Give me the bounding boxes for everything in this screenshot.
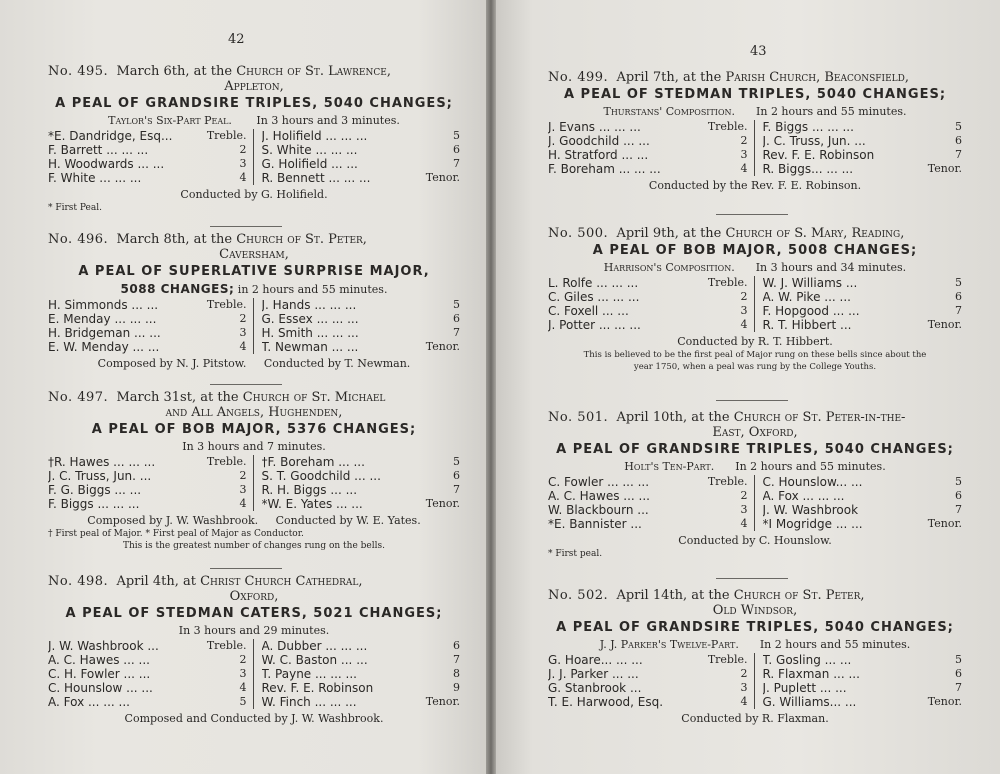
divider — [210, 226, 282, 227]
ringer-row — [763, 681, 963, 695]
bell-position: 9 — [453, 681, 460, 694]
ringer-row — [763, 475, 963, 489]
composed-conducted: Composed by N. J. Pitstow. Conducted by T. Newman. — [97, 357, 411, 370]
ringer-row — [48, 129, 247, 143]
ringer-name: H. Bridgeman ... ... — [48, 326, 161, 340]
entry-499 — [548, 70, 962, 192]
bell-position: 5 — [453, 455, 460, 468]
entry-501 — [548, 410, 962, 559]
ringer-row — [548, 667, 748, 681]
ringer-row — [763, 489, 963, 503]
ringer-row — [548, 290, 748, 304]
ringer-name: C. H. Fowler ... ... — [48, 667, 151, 681]
bell-position: 4 — [740, 162, 748, 175]
ringer-row — [48, 497, 247, 511]
ringer-row — [48, 681, 247, 695]
ringer-row — [763, 695, 963, 709]
ringer-name: †F. Boreham ... ... — [261, 455, 365, 469]
ringer-row — [763, 304, 963, 318]
divider — [716, 578, 788, 579]
ringer-column — [254, 298, 461, 354]
ringer-name: *W. E. Yates ... ... — [261, 497, 363, 511]
ringer-row — [548, 517, 748, 531]
ringer-name: J. Puplett ... ... — [762, 681, 847, 695]
ringer-row — [262, 639, 461, 653]
ringer-name: A. W. Pike ... ... — [762, 290, 851, 304]
ringer-row — [262, 483, 461, 497]
bell-position: 6 — [453, 312, 460, 325]
ringer-name: C. Foxell ... ... — [548, 304, 629, 318]
ringer-name: A. Dubber ... ... ... — [261, 639, 368, 653]
bell-position: Tenor. — [425, 497, 460, 510]
footnote: year 1750, when a peal was rung by the College Youths. — [633, 362, 877, 372]
bell-position: 3 — [740, 681, 748, 694]
ringer-row — [548, 318, 748, 332]
ringer-name: W. C. Baston ... ... — [261, 653, 368, 667]
bell-position: 8 — [453, 667, 460, 680]
ringer-name: †R. Hawes ... ... ... — [48, 455, 156, 469]
peal-title: A PEAL OF STEDMAN TRIPLES, 5040 CHANGES; — [563, 87, 947, 102]
entry-496 — [48, 232, 460, 370]
ringer-name: A. Fox ... ... ... — [762, 489, 845, 503]
entry-place: Caversham, — [219, 247, 289, 262]
ringer-row — [763, 318, 963, 332]
bell-position: Treble. — [707, 276, 748, 289]
bell-position: Tenor. — [425, 171, 460, 184]
ringer-name: T. Payne ... ... ... — [261, 667, 357, 681]
composition-line: J. J. Parker's Twelve-Part. In 2 hours and 55 minutes. — [599, 638, 911, 651]
ringer-row — [48, 667, 247, 681]
ringer-name: H. Stratford ... ... — [548, 148, 649, 162]
bell-position: Treble. — [206, 298, 247, 311]
ringer-name: *E. Dandridge, Esq... — [48, 129, 173, 143]
conducted-by: Conducted by R. Flaxman. — [681, 712, 829, 725]
ringer-name: J. W. Washbrook — [762, 503, 859, 517]
divider — [716, 214, 788, 215]
ringer-row — [548, 276, 748, 290]
ringer-name: G. Williams... ... — [762, 695, 857, 709]
ringer-column — [254, 639, 461, 709]
bell-position: 5 — [955, 276, 962, 289]
bell-position: Treble. — [707, 653, 748, 666]
entry-place: and All Angels, Hughenden, — [165, 405, 343, 420]
ringer-row — [763, 276, 963, 290]
ringer-name: S. White ... ... ... — [261, 143, 358, 157]
ringer-row — [262, 469, 461, 483]
footnote: This is believed to be the first peal of Major rung on these bells since about the — [583, 350, 927, 360]
ringer-row — [548, 489, 748, 503]
ringer-row — [548, 695, 748, 709]
ringer-row — [48, 298, 247, 312]
page-number: 43 — [750, 44, 767, 59]
composition-line: Harrison's Composition. In 3 hours and 34 minutes. — [603, 261, 907, 274]
bell-position: Treble. — [206, 455, 247, 468]
divider — [716, 400, 788, 401]
peal-title: A PEAL OF GRANDSIRE TRIPLES, 5040 CHANGES; — [556, 442, 954, 457]
footnote: * First peal. — [548, 549, 603, 559]
footnote: This is the greatest number of changes rung on the bells. — [123, 541, 385, 551]
bell-position: 5 — [955, 653, 962, 666]
right-page — [492, 0, 1000, 774]
ringer-row — [262, 171, 461, 185]
ringer-column — [48, 129, 254, 185]
ringer-row — [763, 148, 963, 162]
entry-495 — [48, 64, 460, 213]
ringers-table — [48, 129, 460, 185]
bell-position: 4 — [239, 171, 247, 184]
bell-position: 2 — [239, 469, 247, 482]
ringer-name: T. E. Harwood, Esq. — [548, 695, 664, 709]
bell-position: 7 — [453, 653, 460, 666]
peal-title: A PEAL OF BOB MAJOR, 5008 CHANGES; — [592, 243, 918, 258]
conducted-by: Conducted by the Rev. F. E. Robinson. — [648, 179, 862, 192]
ringer-row — [763, 517, 963, 531]
bell-position: 3 — [239, 483, 247, 496]
ringer-name: G. Holifield ... ... — [261, 157, 358, 171]
footnote: * First Peal. — [48, 203, 102, 213]
entry-heading: No. 496. March 8th, at the Church of St. Peter, — [48, 232, 367, 247]
bell-position: 5 — [955, 475, 962, 488]
ringer-column — [755, 276, 963, 332]
bell-position: 5 — [955, 120, 962, 133]
ringer-row — [262, 157, 461, 171]
entry-heading: No. 499. April 7th, at the Parish Church, Beaconsfield, — [548, 70, 910, 85]
ringer-row — [262, 143, 461, 157]
ringer-name: W. Blackbourn ... — [548, 503, 649, 517]
entry-place: Old Windsor, — [712, 603, 798, 618]
ringer-column — [254, 455, 461, 511]
ringer-row — [48, 695, 247, 709]
bell-position: 4 — [239, 681, 247, 694]
ringer-name: C. Giles ... ... ... — [548, 290, 640, 304]
ringers-table — [548, 276, 962, 332]
ringer-row — [262, 681, 461, 695]
bell-position: 2 — [740, 489, 748, 502]
bell-position: 4 — [239, 340, 247, 353]
bell-position: 3 — [740, 148, 748, 161]
ringer-row — [262, 497, 461, 511]
footnote: † First peal of Major. * First peal of Major as Conductor. — [48, 529, 304, 539]
ringer-name: G. Stanbrook ... — [548, 681, 642, 695]
bell-position: 6 — [955, 489, 962, 502]
conducted-by: Conducted by R. T. Hibbert. — [677, 335, 833, 348]
bell-position: Tenor. — [927, 517, 962, 530]
ringer-name: A. Fox ... ... ... — [48, 695, 130, 709]
ringer-row — [548, 681, 748, 695]
ringer-name: T. Gosling ... ... — [762, 653, 852, 667]
bell-position: 6 — [955, 667, 962, 680]
entry-heading: No. 497. March 31st, at the Church of St. Michael — [48, 390, 386, 405]
ringers-table — [48, 298, 460, 354]
ringer-name: R. T. Hibbert ... — [762, 318, 852, 332]
bell-position: 2 — [239, 312, 247, 325]
ringer-row — [48, 469, 247, 483]
left-page — [0, 0, 492, 774]
ringer-name: T. Newman ... ... — [261, 340, 359, 354]
bell-position: 5 — [453, 298, 460, 311]
bell-position: 2 — [740, 667, 748, 680]
bell-position: 7 — [955, 304, 962, 317]
conducted-by: Composed and Conducted by J. W. Washbrook. — [124, 712, 384, 725]
ringer-row — [548, 162, 748, 176]
ringers-table — [48, 455, 460, 511]
ringer-name: F. G. Biggs ... ... — [48, 483, 142, 497]
bell-position: 7 — [453, 483, 460, 496]
ringer-name: G. Hoare... ... ... — [548, 653, 643, 667]
entry-500 — [548, 226, 962, 372]
composition-line: In 3 hours and 29 minutes. — [178, 624, 330, 637]
ringer-name: J. Holifield ... ... ... — [261, 129, 368, 143]
bell-position: 6 — [955, 134, 962, 147]
composition-line: Holt's Ten-Part. In 2 hours and 55 minutes. — [624, 460, 886, 473]
ringer-column — [548, 653, 755, 709]
bell-position: 3 — [740, 304, 748, 317]
ringer-name: H. Woodwards ... ... — [48, 157, 165, 171]
ringer-name: A. C. Hawes ... ... — [548, 489, 650, 503]
entry-heading: No. 500. April 9th, at the Church of S. Mary, Reading, — [548, 226, 905, 241]
ringer-name: R. Biggs... ... ... — [762, 162, 854, 176]
bell-position: 4 — [239, 497, 247, 510]
ringer-row — [548, 475, 748, 489]
ringer-row — [262, 695, 461, 709]
bell-position: 3 — [239, 667, 247, 680]
ringer-row — [548, 304, 748, 318]
bell-position: Tenor. — [927, 162, 962, 175]
ringer-name: F. Boreham ... ... ... — [548, 162, 661, 176]
entry-heading: No. 502. April 14th, at the Church of St. Peter, — [548, 588, 865, 603]
ringer-row — [262, 312, 461, 326]
ringer-row — [48, 157, 247, 171]
ringers-table — [48, 639, 460, 709]
bell-position: 4 — [740, 517, 748, 530]
ringer-name: R. Bennett ... ... ... — [261, 171, 371, 185]
ringer-row — [548, 134, 748, 148]
ringer-row — [763, 162, 963, 176]
ringer-row — [262, 667, 461, 681]
bell-position: 2 — [740, 134, 748, 147]
ringer-row — [763, 290, 963, 304]
ringer-row — [48, 143, 247, 157]
ringer-row — [763, 667, 963, 681]
composition-line: Thurstans' Composition. In 2 hours and 55 minutes. — [603, 105, 907, 118]
ringer-name: Rev. F. E. Robinson — [261, 681, 374, 695]
divider — [210, 568, 282, 569]
ringer-row — [262, 298, 461, 312]
bell-position: Tenor. — [927, 318, 962, 331]
ringer-column — [755, 475, 963, 531]
ringer-name: J. C. Truss, Jun. ... — [762, 134, 866, 148]
bell-position: 6 — [453, 469, 460, 482]
bell-position: 6 — [453, 143, 460, 156]
ringer-name: W. Finch ... ... ... — [261, 695, 357, 709]
ringer-row — [262, 653, 461, 667]
entry-heading: No. 501. April 10th, at the Church of St. Peter-in-the- — [548, 410, 906, 425]
conducted-by: Conducted by C. Hounslow. — [678, 534, 832, 547]
bell-position: 7 — [955, 503, 962, 516]
ringer-name: G. Essex ... ... ... — [261, 312, 359, 326]
ringer-row — [48, 639, 247, 653]
ringer-row — [763, 134, 963, 148]
ringer-name: F. Hopgood ... ... — [762, 304, 860, 318]
ringer-column — [48, 639, 254, 709]
ringer-name: J. J. Parker ... ... — [548, 667, 639, 681]
ringer-name: R. H. Biggs ... ... — [261, 483, 358, 497]
bell-position: Treble. — [707, 475, 748, 488]
ringer-name: C. Hounslow... ... — [762, 475, 863, 489]
entry-502 — [548, 588, 962, 725]
bell-position: 5 — [239, 695, 247, 708]
ringer-name: C. Fowler ... ... ... — [548, 475, 650, 489]
book-gutter — [486, 0, 496, 774]
ringer-name: J. Hands ... ... ... — [261, 298, 357, 312]
bell-position: 3 — [740, 503, 748, 516]
bell-position: Treble. — [206, 639, 247, 652]
ringer-name: *E. Bannister ... — [548, 517, 642, 531]
ringers-table — [548, 120, 962, 176]
ringer-row — [48, 312, 247, 326]
ringer-row — [262, 340, 461, 354]
bell-position: 5 — [453, 129, 460, 142]
ringer-name: F. White ... ... ... — [48, 171, 142, 185]
conducted-by: Conducted by G. Holifield. — [180, 188, 328, 201]
ringer-row — [48, 455, 247, 469]
entry-heading: No. 495. March 6th, at the Church of St. Lawrence, — [48, 64, 391, 79]
ringer-name: Rev. F. E. Robinson — [762, 148, 875, 162]
ringer-row — [48, 340, 247, 354]
bell-position: Tenor. — [425, 340, 460, 353]
ringers-table — [548, 653, 962, 709]
composition-line: Taylor's Six-Part Peal. In 3 hours and 3 minutes. — [108, 114, 400, 127]
peal-title: A PEAL OF SUPERLATIVE SURPRISE MAJOR, — [78, 264, 430, 279]
ringer-name: *I Mogridge ... ... — [762, 517, 863, 531]
bell-position: 7 — [955, 148, 962, 161]
ringer-name: J. W. Washbrook ... — [48, 639, 159, 653]
ringer-name: H. Simmonds ... ... — [48, 298, 159, 312]
composition-line: 5088 CHANGES; in 2 hours and 55 minutes. — [120, 282, 388, 296]
ringer-name: E. W. Menday ... ... — [48, 340, 160, 354]
ringer-name: H. Smith ... ... ... — [261, 326, 359, 340]
ringer-name: J. Goodchild ... ... — [548, 134, 650, 148]
entry-heading: No. 498. April 4th, at Christ Church Cathedral, — [48, 574, 363, 589]
ringer-name: E. Menday ... ... ... — [48, 312, 157, 326]
ringer-column — [548, 475, 755, 531]
entry-place: Oxford, — [229, 589, 279, 604]
ringer-row — [262, 129, 461, 143]
bell-position: Tenor. — [927, 695, 962, 708]
ringer-row — [262, 326, 461, 340]
bell-position: 6 — [453, 639, 460, 652]
divider — [210, 384, 282, 385]
peal-title: A PEAL OF GRANDSIRE TRIPLES, 5040 CHANGES; — [55, 96, 453, 111]
bell-position: 4 — [740, 318, 748, 331]
ringer-row — [48, 483, 247, 497]
bell-position: 2 — [740, 290, 748, 303]
ringer-name: F. Biggs ... ... ... — [48, 497, 140, 511]
bell-position: 3 — [239, 157, 247, 170]
ringer-column — [755, 120, 963, 176]
ringer-name: F. Barrett ... ... ... — [48, 143, 149, 157]
ringer-column — [548, 120, 755, 176]
ringer-name: J. C. Truss, Jun. ... — [48, 469, 152, 483]
ringer-row — [48, 171, 247, 185]
peal-title: A PEAL OF STEDMAN CATERS, 5021 CHANGES; — [65, 606, 443, 621]
bell-position: Treble. — [707, 120, 748, 133]
peal-title: A PEAL OF BOB MAJOR, 5376 CHANGES; — [91, 422, 417, 437]
ringer-column — [48, 298, 254, 354]
ringer-row — [548, 148, 748, 162]
page-number: 42 — [228, 32, 245, 47]
ringer-name: A. C. Hawes ... ... — [48, 653, 150, 667]
ringer-column — [48, 455, 254, 511]
composition-line: In 3 hours and 7 minutes. — [182, 440, 326, 453]
bell-position: 6 — [955, 290, 962, 303]
bell-position: Tenor. — [425, 695, 460, 708]
bell-position: 7 — [453, 326, 460, 339]
bell-position: 7 — [955, 681, 962, 694]
ringer-column — [755, 653, 963, 709]
ringer-row — [763, 120, 963, 134]
ringer-row — [548, 653, 748, 667]
composed-conducted: Composed by J. W. Washbrook. Conducted by W. E. Yates. — [87, 514, 421, 527]
ringer-row — [548, 120, 748, 134]
entry-place: Appleton, — [224, 79, 284, 94]
peal-title: A PEAL OF GRANDSIRE TRIPLES, 5040 CHANGES; — [556, 620, 954, 635]
bell-position: Treble. — [206, 129, 247, 142]
ringer-name: J. Evans ... ... ... — [548, 120, 641, 134]
ringer-row — [763, 653, 963, 667]
bell-position: 2 — [239, 143, 247, 156]
ringer-name: C. Hounslow ... ... — [48, 681, 153, 695]
ringer-name: J. Potter ... ... ... — [548, 318, 641, 332]
bell-position: 2 — [239, 653, 247, 666]
ringer-name: W. J. Williams ... — [762, 276, 858, 290]
ringer-name: L. Rolfe ... ... ... — [548, 276, 639, 290]
ringers-table — [548, 475, 962, 531]
entry-place: East, Oxford, — [712, 425, 798, 440]
ringer-row — [548, 503, 748, 517]
bell-position: 7 — [453, 157, 460, 170]
ringer-column — [548, 276, 755, 332]
ringer-name: F. Biggs ... ... ... — [762, 120, 854, 134]
entry-497 — [48, 390, 460, 551]
ringer-name: R. Flaxman ... ... — [762, 667, 860, 681]
ringer-row — [262, 455, 461, 469]
ringer-row — [763, 503, 963, 517]
ringer-column — [254, 129, 461, 185]
bell-position: 4 — [740, 695, 748, 708]
ringer-name: S. T. Goodchild ... ... — [261, 469, 381, 483]
entry-498 — [48, 574, 460, 725]
ringer-row — [48, 653, 247, 667]
ringer-row — [48, 326, 247, 340]
bell-position: 3 — [239, 326, 247, 339]
